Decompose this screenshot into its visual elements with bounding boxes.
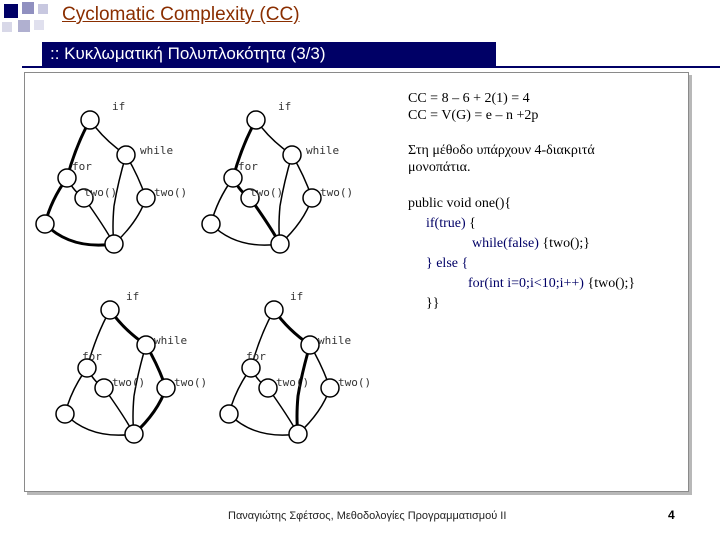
flow-graphs	[26, 80, 390, 488]
label-for: for	[72, 160, 92, 173]
flow-graph-3	[56, 290, 207, 443]
label-two: two()	[250, 186, 284, 199]
flow-graph-1	[36, 100, 187, 253]
code-keyword: for(int i=0;i<10;i++)	[468, 276, 584, 291]
label-for: for	[82, 350, 102, 363]
label-for: for	[246, 350, 266, 363]
code-line	[408, 234, 688, 254]
label-while: while	[318, 334, 352, 347]
label-if: if	[126, 290, 140, 303]
label-two: two()	[112, 376, 146, 389]
flow-graph-2	[202, 100, 353, 253]
description-line: Στη μέθοδο υπάρχουν 4-διακριτά	[408, 143, 595, 158]
label-while: while	[140, 144, 174, 157]
label-if: if	[278, 100, 292, 113]
label-while: while	[154, 334, 188, 347]
code-line	[408, 214, 688, 234]
label-while: while	[306, 144, 340, 157]
code-text: {two();}	[538, 236, 591, 251]
code-keyword: } else {	[426, 256, 469, 271]
label-two: two()	[174, 376, 208, 389]
formula-line: CC = V(G) = e – n +2p	[408, 108, 539, 123]
slide-title: Cyclomatic Complexity (CC)	[62, 4, 300, 25]
slide-subtitle: :: Κυκλωματική Πολυπλοκότητα (3/3)	[50, 44, 326, 63]
code-keyword: if(true)	[426, 216, 466, 231]
label-two: two()	[320, 186, 354, 199]
label-two: two()	[276, 376, 310, 389]
label-for: for	[238, 160, 258, 173]
code-line: }}	[426, 296, 440, 311]
footer-text: Παναγιώτης Σφέτσος, Μεθοδολογίες Προγραμματισμού II	[228, 510, 507, 522]
label-two: two()	[154, 186, 188, 199]
title-rule	[22, 66, 720, 68]
label-if: if	[112, 100, 126, 113]
code-text: {two();}	[583, 276, 636, 291]
code-text: {	[465, 216, 476, 231]
code-line	[408, 254, 688, 274]
code-line	[408, 274, 688, 294]
label-two: two()	[84, 186, 118, 199]
slide-subtitle-bar	[42, 42, 496, 66]
label-two: two()	[338, 376, 372, 389]
explanation-column	[408, 90, 688, 314]
label-if: if	[290, 290, 304, 303]
formula-line: CC = 8 – 6 + 2(1) = 4	[408, 91, 530, 106]
flow-graph-4	[220, 290, 371, 443]
code-block	[408, 194, 688, 314]
page-number: 4	[668, 508, 675, 522]
description-line: μονοπάτια.	[408, 160, 471, 175]
code-line: public void one(){	[408, 196, 512, 211]
code-keyword: while(false)	[472, 236, 539, 251]
